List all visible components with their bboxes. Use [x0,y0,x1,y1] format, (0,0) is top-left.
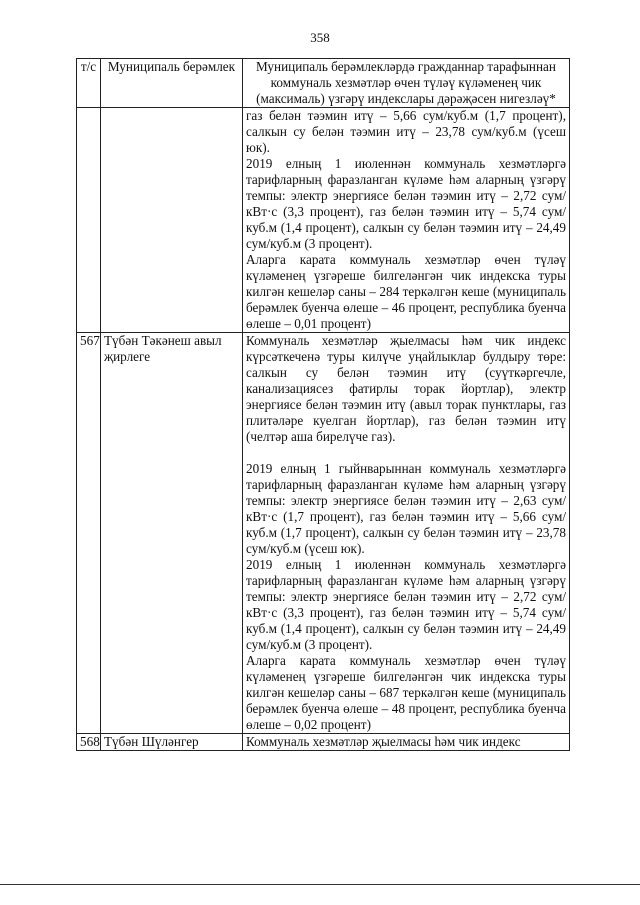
page-bottom-rule [0,884,640,885]
row-municipality: Түбән Шүләнгер [101,734,243,751]
text-paragraph: Коммуналь хезмәтләр җыелмасы һәм чик индекс күрсәткеченә туры килүче уңайлыклар булдыру төре: салкын су белән тәэмин итү (суүткәргечле, канализациясез фатирлы торак йортлар), электр энергиясе белән тәэмин итү (авыл торак пунктлары, газ плитәләре куелган йортлар), газ белән тәэмин итү (челтәр аша бирелүче газ). [246,333,566,444]
table-row [77,734,570,751]
cell-empty-num [77,108,101,333]
row-municipality: Түбән Тәкәнеш авыл җирлеге [101,333,243,734]
cell-continuation-text [243,108,570,333]
text-paragraph: Аларга карата коммуналь хезмәтләр өчен түләү күләменең үзгәреше билгеләнгән чик индекска туры килгән кешеләр саны – 687 теркәлгән кеше (муниципаль берәмлек буенча өлеше – 48 процент, республика буенча өлеше – 0,02 процент) [246,653,566,732]
text-paragraph: Аларга карата коммуналь хезмәтләр өчен түләү күләменең үзгәреше билгеләнгән чик индекска туры килгән кешеләр саны – 284 теркәлгән кеше (муниципаль берәмлек буенча өлеше – 46 процент, республика буенча өлеше – 0,01 процент) [246,252,566,331]
text-paragraph: 2019 елның 1 июленнән коммуналь хезмәтләргә тарифларның фаразланган күләме һәм аларның үзгәрү темпы: электр энергиясе белән тәэмин итү – 2,72 сум/кВт·с (3,3 процент), газ белән тәэмин итү – 5,74 сум/куб.м (1,4 процент), салкын су белән тәэмин итү – 24,49 сум/куб.м (3 процент). [246,557,566,652]
indices-table [76,58,570,751]
row-number: 567 [77,333,101,734]
table-row-continuation [77,108,570,333]
row-text [243,734,570,751]
text-paragraph: 2019 елның 1 июленнән коммуналь хезмәтләргә тарифларның фаразланган күләме һәм аларның үзгәрү темпы: электр энергиясе белән тәэмин итү – 2,72 сум/кВт·с (3,3 процент), газ белән тәэмин итү – 5,74 сум/куб.м (1,4 процент), салкын су белән тәэмин итү – 24,49 сум/куб.м (3 процент). [246,156,566,251]
row-number: 568 [77,734,101,751]
header-number: т/с [77,59,101,108]
cell-empty-name [101,108,243,333]
paragraph-gap [246,445,566,461]
header-municipality: Муниципаль берәмлек [101,59,243,108]
text-paragraph: Коммуналь хезмәтләр җыелмасы һәм чик индекс [246,734,521,749]
table-header-row [77,59,570,108]
row-text [243,333,570,734]
text-paragraph: 2019 елның 1 гыйнварыннан коммуналь хезмәтләргә тарифларның фаразланган күләме һәм аларның үзгәрү темпы: электр энергиясе белән тәэмин итү – 2,63 сум/кВт·с (1,7 процент), газ белән тәэмин итү – 5,66 сум/куб.м (1,7 процент), салкын су белән тәэмин итү – 23,78 сум/куб.м (үсеш юк). [246,461,566,556]
text-paragraph: газ белән тәэмин итү – 5,66 сум/куб.м (1,7 процент), салкын су белән тәэмин итү – 23,78 сум/куб.м (үсеш юк). [246,108,566,155]
table-row [77,333,570,734]
page-number: 358 [310,30,330,45]
header-justification: Муниципаль берәмлекләрдә гражданнар тарафыннан коммуналь хезмәтләр өчен түләү күләменең чик (максималь) үзгәрү индекслары дәрәҗәсен нигезләү* [243,59,570,108]
